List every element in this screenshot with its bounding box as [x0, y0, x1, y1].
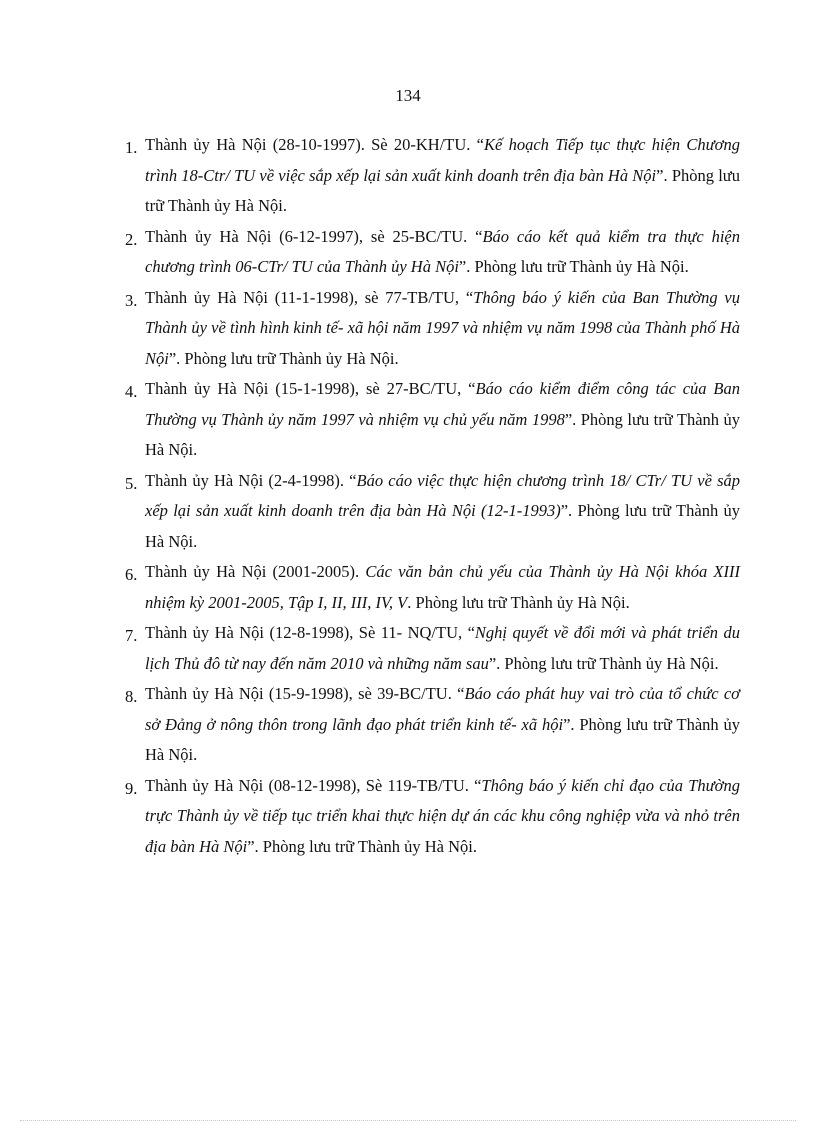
reference-text	[145, 679, 740, 771]
reference-text	[145, 283, 740, 375]
reference-item	[125, 618, 740, 679]
reference-title: Nghị quyết về đổi mới và phát triển du lịch Thủ đô từ nay đến năm 2010 và những năm sau	[145, 623, 740, 673]
reference-archive: ”. Phòng lưu trữ Thành ủy Hà Nội.	[488, 653, 719, 673]
reference-item	[125, 679, 740, 771]
page-number: 134	[395, 86, 421, 105]
reference-item	[125, 130, 740, 222]
reference-item	[125, 771, 740, 863]
reference-item	[125, 557, 740, 618]
reference-archive: ”. Phòng lưu trữ Thành ủy Hà Nội.	[247, 836, 477, 856]
reference-text	[145, 130, 740, 222]
reference-source: Thành ủy Hà Nội (15-1-1998), sè 27-BC/TU, “	[145, 379, 476, 398]
reference-number: 3.	[125, 290, 138, 310]
reference-title: Báo cáo kết quả kiểm tra thực hiện chương trình 06-CTr/ TU của Thành ủy Hà Nội	[145, 226, 740, 276]
reference-number: 1.	[125, 138, 138, 157]
reference-title: Báo cáo phát huy vai trò của tổ chức cơ sở Đảng ở nông thôn trong lãnh đạo phát triển kinh tế- xã hội	[145, 684, 740, 734]
reference-source: Thành ủy Hà Nội (12-8-1998), Sè 11- NQ/TU, “	[145, 623, 475, 642]
reference-text	[145, 771, 740, 863]
reference-source: Thành ủy Hà Nội (15-9-1998), sè 39-BC/TU. “	[145, 684, 465, 703]
reference-archive: ”. Phòng lưu trữ Thành ủy Hà Nội.	[145, 501, 741, 551]
reference-source: Thành ủy Hà Nội (2001-2005).	[145, 562, 366, 581]
reference-title: Thông báo ý kiến của Ban Thường vụ Thành ủy về tình hình kinh tế- xã hội năm 1997 và nhiệm vụ năm 1998 của Thành phố Hà Nội	[145, 287, 740, 368]
reference-archive: ”. Phòng lưu trữ Thành ủy Hà Nội.	[168, 348, 399, 368]
reference-number: 9.	[125, 778, 138, 798]
reference-archive: . Phòng lưu trữ Thành ủy Hà Nội.	[407, 592, 630, 612]
reference-source: Thành ủy Hà Nội (28-10-1997). Sè 20-KH/TU. “	[145, 135, 484, 154]
reference-text	[145, 618, 740, 679]
reference-title: Báo cáo kiểm điểm công tác của Ban Thường vụ Thành ủy năm 1997 và nhiệm vụ chủ yếu năm 1998	[145, 379, 740, 429]
reference-source: Thành ủy Hà Nội (08-12-1998), Sè 119-TB/TU. “	[145, 775, 482, 795]
reference-item	[125, 283, 740, 375]
reference-number: 7.	[125, 626, 138, 645]
reference-archive: ”. Phòng lưu trữ Thành ủy Hà Nội.	[145, 165, 740, 215]
reference-item	[125, 466, 740, 558]
page-bottom-divider	[20, 1120, 796, 1121]
reference-number: 2.	[125, 229, 138, 249]
reference-source: Thành ủy Hà Nội (6-12-1997), sè 25-BC/TU. “	[145, 226, 483, 246]
reference-source: Thành ủy Hà Nội (2-4-1998). “	[145, 470, 357, 490]
reference-title: Báo cáo việc thực hiện chương trình 18/ CTr/ TU về sắp xếp lại sản xuất kinh doanh trên địa bàn Hà Nội (12-1-1993)	[145, 470, 740, 520]
reference-title: Kế hoạch Tiếp tục thực hiện Chương trình 18-Ctr/ TU về việc sắp xếp lại sản xuất kinh doanh trên địa bàn Hà Nội	[145, 135, 740, 185]
reference-title: Thông báo ý kiến chỉ đạo của Thường trực Thành ủy về tiếp tục triển khai thực hiện dự án các khu công nghiệp vừa và nhỏ trên địa bàn Hà Nội	[145, 775, 740, 856]
reference-archive: ”. Phòng lưu trữ Thành ủy Hà Nội.	[145, 409, 741, 459]
reference-title: Các văn bản chủ yếu của Thành ủy Hà Nội khóa XIII nhiệm kỳ 2001-2005, Tập I, II, III, IV, V	[145, 562, 740, 612]
reference-number: 6.	[125, 565, 138, 584]
reference-item	[125, 222, 740, 283]
reference-number: 5.	[125, 473, 138, 493]
reference-text	[145, 374, 740, 466]
reference-number: 8.	[125, 687, 138, 706]
reference-item	[125, 374, 740, 466]
reference-source: Thành ủy Hà Nội (11-1-1998), sè 77-TB/TU, “	[145, 287, 474, 307]
reference-text	[145, 466, 740, 558]
reference-number: 4.	[125, 382, 138, 401]
reference-list	[125, 130, 740, 862]
reference-archive: ”. Phòng lưu trữ Thành ủy Hà Nội.	[458, 257, 689, 276]
reference-text	[145, 557, 740, 618]
reference-archive: ”. Phòng lưu trữ Thành ủy Hà Nội.	[145, 714, 741, 764]
reference-text	[145, 222, 740, 283]
